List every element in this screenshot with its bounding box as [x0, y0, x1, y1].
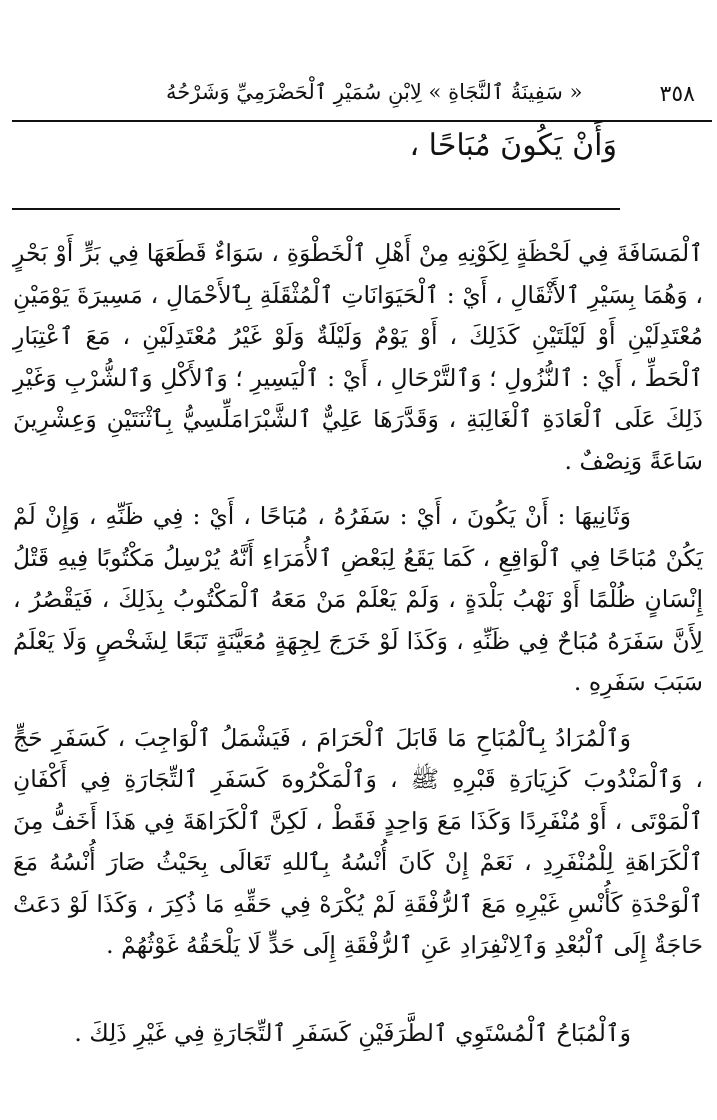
commentary-final-line: وَٱلْمُبَاحُ ٱلْمُسْتَوِي ٱلطَّرَفَيْنِ كَسَفَرِ ٱلتِّجَارَةِ فِي غَيْرِ ذَلِكَ .	[74, 1019, 631, 1047]
main-text-line: وَأَنْ يَكُونَ مُبَاحًا ،	[409, 128, 617, 163]
commentary-paragraph-2: وَثَانِيهَا : أَنْ يَكُونَ ، أَيْ : سَفَرُهُ ، مُبَاحًا ، أَيْ : فِي ظَنِّهِ ، وَإِنْ لَمْ يَكُنْ مُبَاحًا فِي ٱلْوَاقِعِ ، كَمَا يَقَعُ لِبَعْضِ ٱلأُمَرَاءِ أَنَّهُ يُرْسِلُ مَكْتُوبًا فِيهِ قَتْلُ إِنْسَانٍ ظُلْمًا أَوْ نَهْبُ بَلْدَةٍ ، وَلَمْ يَعْلَمْ مَنْ مَعَهُ ٱلْمَكْتُوبُ بِذَلِكَ ، فَيَقْصُرُ ، لِأَنَّ سَفَرَهُ مُبَاحٌ فِي ظَنِّهِ ، وَكَذَا لَوْ خَرَجَ لِجِهَةٍ مُعَيَّنَةٍ تَبَعًا لِشَخْصٍ وَلَا يَعْلَمُ سَبَبَ سَفَرِهِ .	[13, 502, 703, 696]
commentary-body	[13, 233, 703, 967]
page-number: ٣٥٨	[659, 82, 695, 107]
page-header	[16, 78, 695, 114]
commentary-separator	[12, 208, 620, 210]
commentary-paragraph-1: ٱلْمَسَافَةَ فِي لَحْظَةٍ لِكَوْنِهِ مِنْ أَهْلِ ٱلْخَطْوَةِ ، سَوَاءٌ قَطَعَهَا فِي بَرٍّ أَوْ بَحْرٍ ، وَهُمَا بِسَيْرِ ٱلأَثْقَالِ ، أَيْ : ٱلْحَيَوَانَاتِ ٱلْمُثْقَلَةِ بِٱلأَحْمَالِ ، مَسِيرَةَ يَوْمَيْنِ مُعْتَدِلَيْنِ أَوْ لَيْلَتَيْنِ كَذَلِكَ ، أَوْ يَوْمٌ وَلَيْلَةٌ وَلَوْ غَيْرُ مُعْتَدِلَيْنِ ، مَعَ ٱعْتِبَارِ ٱلْحَطِّ ، أَيْ : ٱلنُّزُولِ ؛ وَٱلتَّرْحَالِ ، أَيْ : ٱلْيَسِيرِ ؛ وَٱلأَكْلِ وَٱلشُّرْبِ وَغَيْرِ ذَلِكَ عَلَى ٱلْعَادَةِ ٱلْغَالِبَةِ ، وَقَدَّرَهَا عَلِيٌّ ٱلشَّبْرَامَلِّسِيُّ بِٱثْنَتَيْنِ وَعِشْرِينَ سَاعَةً وَنِصْفٌ .	[13, 239, 703, 475]
header-rule	[12, 120, 712, 122]
running-title: « سَفِينَةُ ٱلنَّجَاةِ » لِابْنِ سُمَيْرِ ٱلْحَضْرَمِيِّ وَشَرْحُهُ	[166, 80, 583, 104]
commentary-paragraph-3: وَٱلْمُرَادُ بِٱلْمُبَاحِ مَا قَابَلَ ٱلْحَرَامَ ، فَيَشْمَلُ ٱلْوَاجِبَ ، كَسَفَرِ حَجٍّ ، وَٱلْمَنْدُوبَ كَزِيَارَةِ قَبْرِهِ ﷺ ، وَٱلْمَكْرُوهَ كَسَفَرِ ٱلتِّجَارَةِ فِي أَكْفَانِ ٱلْمَوْتَى ، أَوْ مُنْفَرِدًا وَكَذَا مَعَ وَاحِدٍ فَقَطْ ، لَكِنَّ ٱلْكَرَاهَةَ فِي هَذَا أَخَفُّ مِنَ ٱلْكَرَاهَةِ لِلْمُنْفَرِدِ ، نَعَمْ إِنْ كَانَ أُنْسُهُ بِٱللهِ تَعَالَى بِحَيْثُ صَارَ أُنْسُهُ مَعَ ٱلْوَحْدَةِ كَأُنْسِ غَيْرِهِ مَعَ ٱلرُّفْقَةِ لَمْ يُكْرَهْ فِي حَقِّهِ مَا ذُكِرَ ، وَكَذَا لَوْ دَعَتْ حَاجَةٌ إِلَى ٱلْبُعْدِ وَٱلِانْفِرَادِ عَنِ ٱلرُّفْقَةِ إِلَى حَدٍّ لَا يَلْحَقُهُ غَوْثُهُمْ .	[13, 723, 703, 959]
